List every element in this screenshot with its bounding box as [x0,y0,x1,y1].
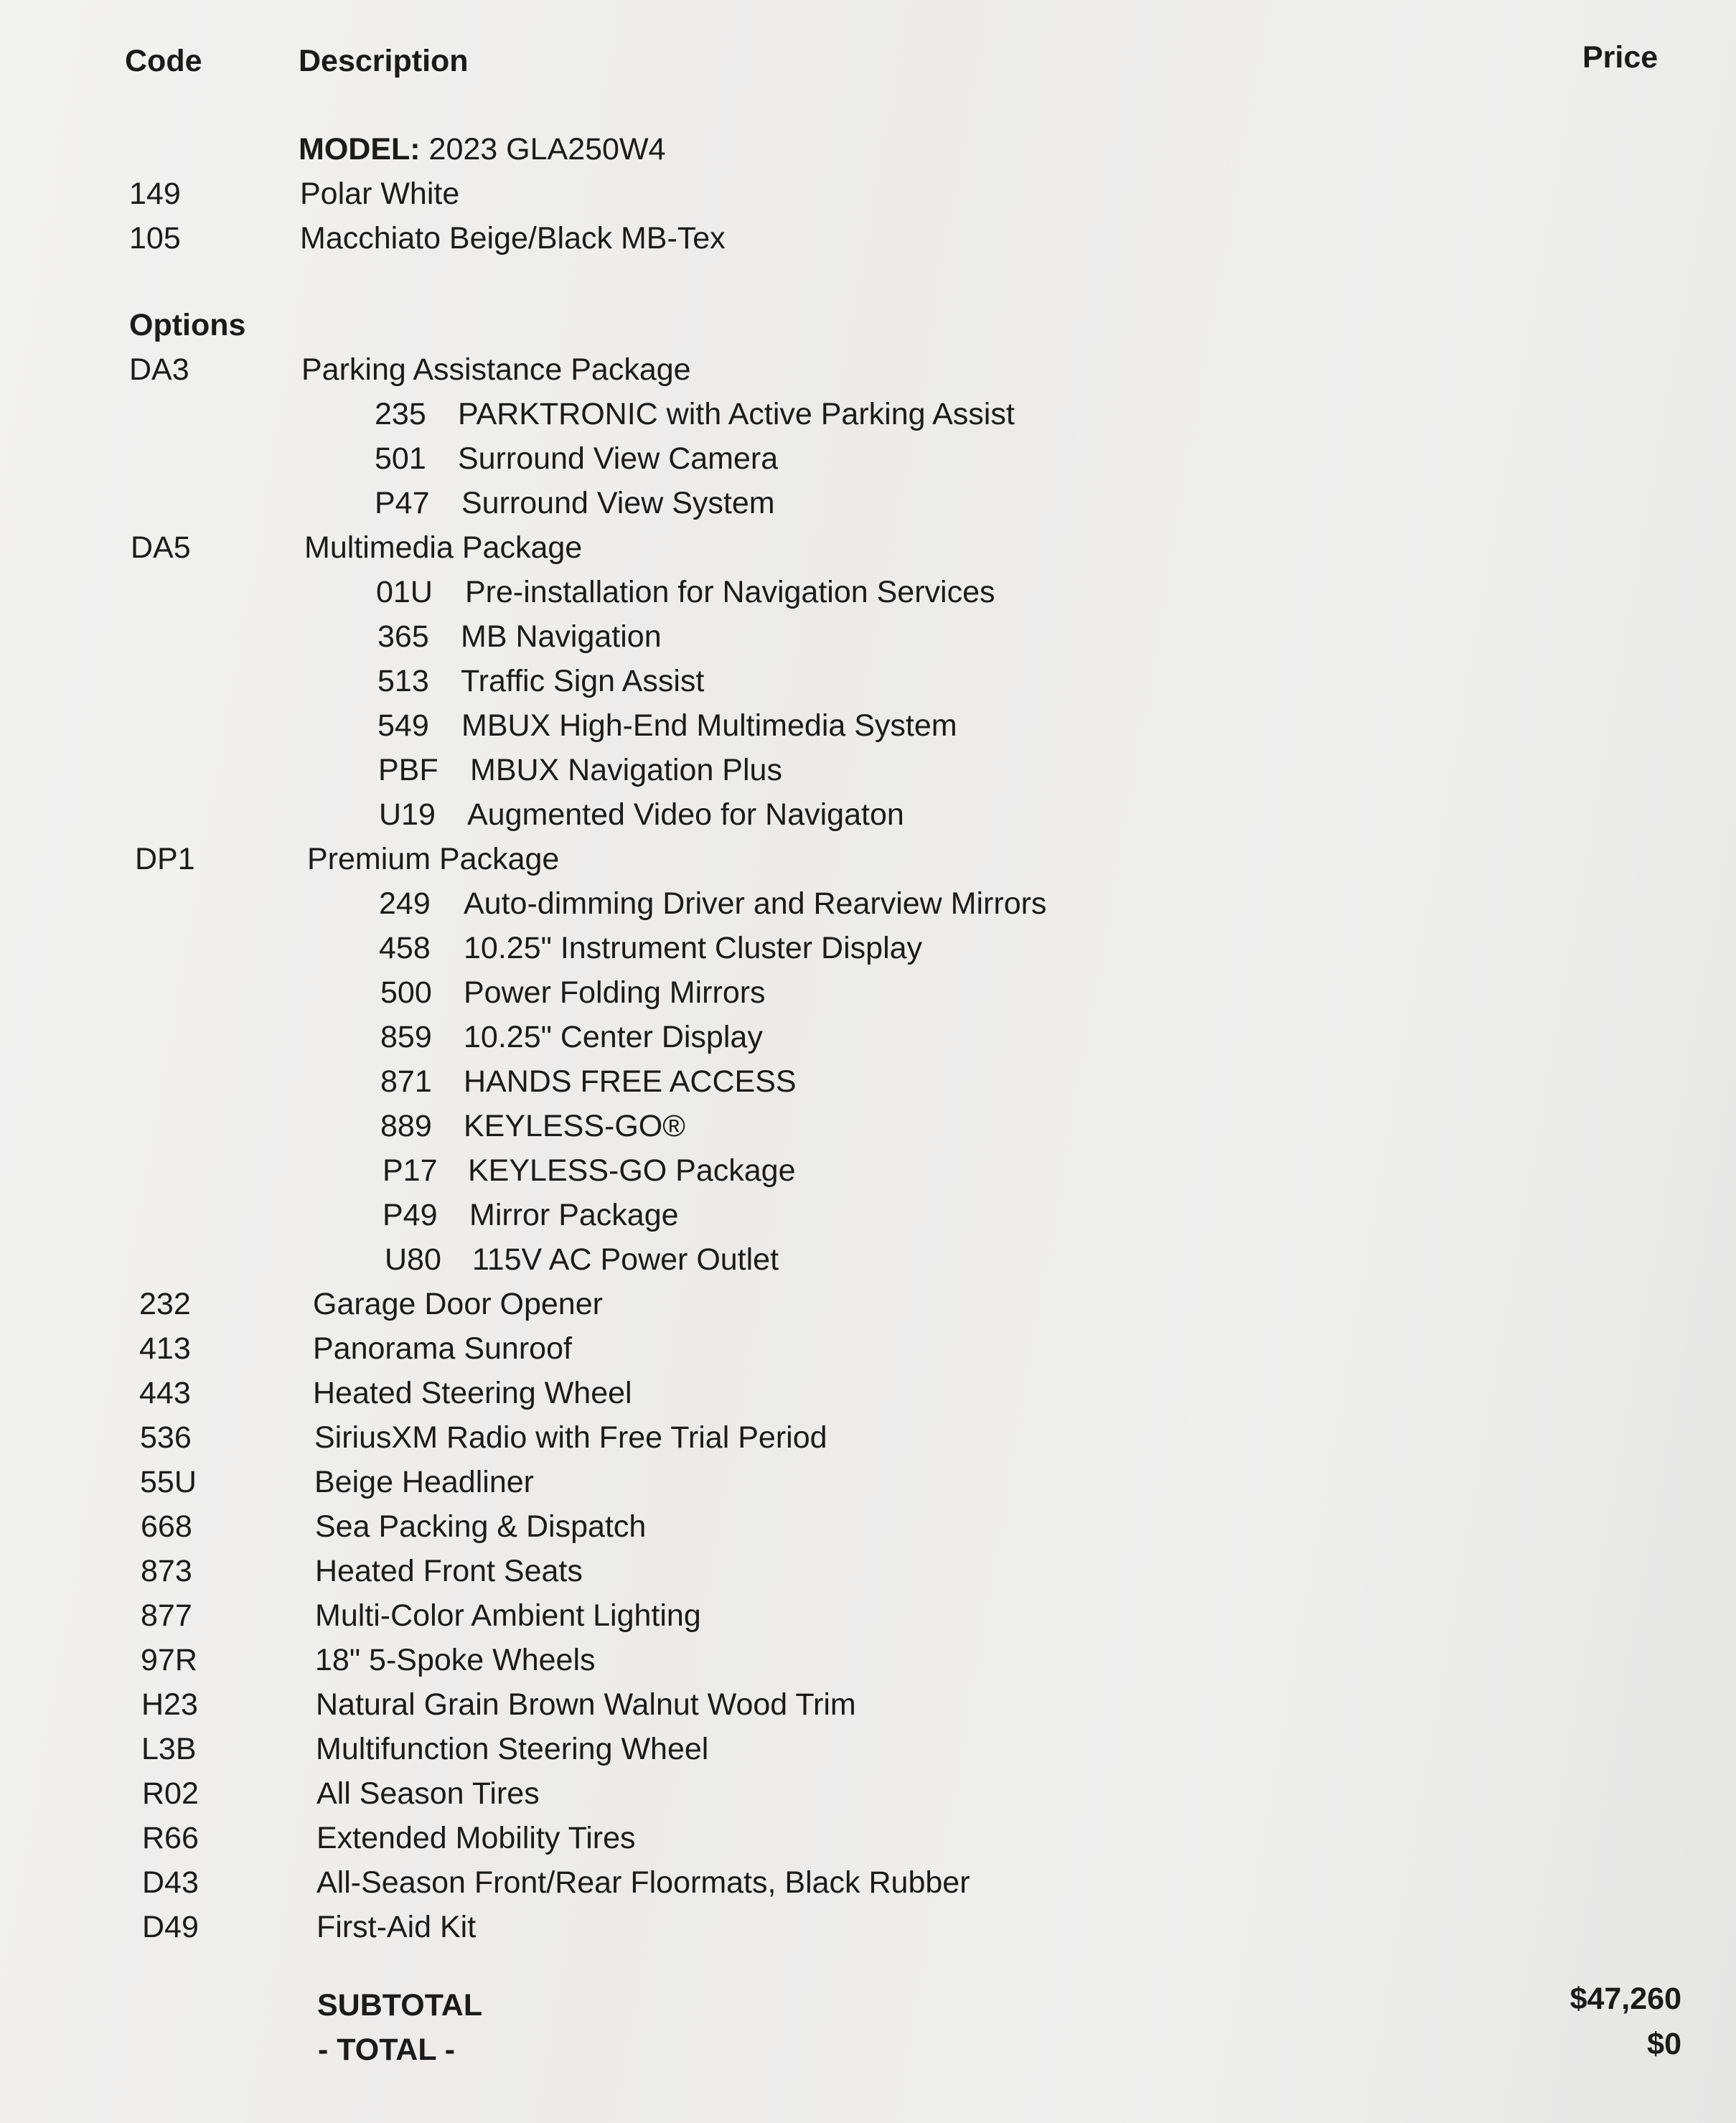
package-item-desc: MBUX Navigation Plus [470,753,782,787]
base-item-desc: Macchiato Beige/Black MB-Tex [300,221,726,256]
package-item-code: 889 [380,1109,432,1143]
option-code: 232 [139,1287,191,1321]
package-code: DA5 [131,530,191,565]
option-desc: Garage Door Opener [313,1287,603,1321]
option-code: R66 [142,1821,199,1855]
package-item-code: 235 [375,397,426,431]
option-code: D49 [142,1910,199,1944]
package-item-code: 549 [377,708,429,743]
option-desc: All-Season Front/Rear Floormats, Black Rubber [316,1865,970,1900]
package-item-code: 513 [377,664,429,698]
package-item-desc: KEYLESS-GO Package [468,1153,796,1188]
package-item-desc: 10.25" Instrument Cluster Display [464,931,923,965]
package-item-desc: 10.25" Center Display [464,1020,763,1054]
package-item-desc: 115V AC Power Outlet [472,1242,779,1277]
option-code: R02 [142,1776,199,1811]
option-code: 413 [139,1331,191,1366]
package-desc: Multimedia Package [304,530,583,565]
base-item-desc: Polar White [300,177,460,211]
package-item-desc: Surround View Camera [458,441,779,476]
package-item-desc: KEYLESS-GO® [464,1109,685,1143]
subtotal-value: $47,260 [1570,1982,1681,2016]
package-item-desc: Mirror Package [469,1198,679,1232]
package-item-desc: Surround View System [461,486,775,520]
package-item-desc: Augmented Video for Navigaton [467,797,904,832]
option-code: 55U [140,1465,197,1499]
option-desc: All Season Tires [316,1776,540,1811]
option-desc: Panorama Sunroof [313,1331,572,1366]
package-item-desc: MB Navigation [461,619,662,654]
option-desc: Extended Mobility Tires [316,1821,636,1855]
package-item-desc: Auto-dimming Driver and Rearview Mirrors [464,886,1047,921]
package-item-desc: HANDS FREE ACCESS [464,1064,797,1099]
option-code: L3B [141,1732,197,1766]
total-label: - TOTAL - [318,2033,456,2067]
package-item-code: 01U [376,575,433,609]
option-code: D43 [142,1865,199,1900]
option-desc: Sea Packing & Dispatch [315,1509,647,1544]
package-item-code: P49 [383,1198,438,1232]
package-item-code: P47 [375,486,430,520]
option-desc: SiriusXM Radio with Free Trial Period [314,1420,827,1455]
option-desc: First-Aid Kit [316,1910,477,1944]
subtotal-label: SUBTOTAL [317,1988,483,2023]
base-item-code: 149 [129,177,181,211]
options-heading: Options [129,308,246,342]
option-desc: Multi-Color Ambient Lighting [315,1598,701,1633]
package-item-code: 365 [377,619,429,654]
option-code: 873 [141,1554,192,1588]
package-item-code: PBF [378,753,438,787]
option-code: 668 [141,1509,192,1544]
package-desc: Premium Package [307,842,560,876]
option-desc: Heated Front Seats [315,1554,583,1588]
model-value: 2023 GLA250W4 [428,132,666,167]
package-item-code: U19 [379,797,436,832]
package-item-desc: Power Folding Mirrors [464,975,766,1010]
option-desc: Beige Headliner [314,1465,534,1499]
option-code: H23 [141,1687,198,1722]
package-item-code: 859 [380,1020,432,1054]
option-code: 536 [140,1420,192,1455]
option-desc: Natural Grain Brown Walnut Wood Trim [316,1687,856,1722]
option-desc: Heated Steering Wheel [313,1376,632,1410]
package-item-desc: Pre-installation for Navigation Services [465,575,995,609]
package-item-desc: PARKTRONIC with Active Parking Assist [458,397,1015,431]
package-item-code: 458 [379,931,431,965]
option-desc: 18" 5-Spoke Wheels [315,1643,596,1677]
package-item-code: P17 [383,1153,438,1188]
package-code: DP1 [135,842,195,876]
option-code: 443 [139,1376,191,1410]
header-description: Description [299,44,469,78]
package-item-code: 501 [375,441,426,476]
package-item-code: 871 [380,1064,432,1099]
package-item-desc: Traffic Sign Assist [461,664,705,698]
package-code: DA3 [129,352,189,387]
header-price: Price [1582,40,1658,75]
option-code: 97R [141,1643,197,1677]
model-label: MODEL: [299,132,421,167]
header-code: Code [125,44,202,78]
option-code: 877 [141,1598,192,1633]
package-item-code: 249 [379,886,431,921]
package-item-code: U80 [385,1242,441,1277]
model-line [299,131,665,167]
package-item-desc: MBUX High-End Multimedia System [461,708,957,743]
package-desc: Parking Assistance Package [301,352,691,387]
total-value: $0 [1647,2027,1681,2061]
package-item-code: 500 [380,975,432,1010]
option-desc: Multifunction Steering Wheel [316,1732,709,1766]
base-item-code: 105 [129,221,181,256]
